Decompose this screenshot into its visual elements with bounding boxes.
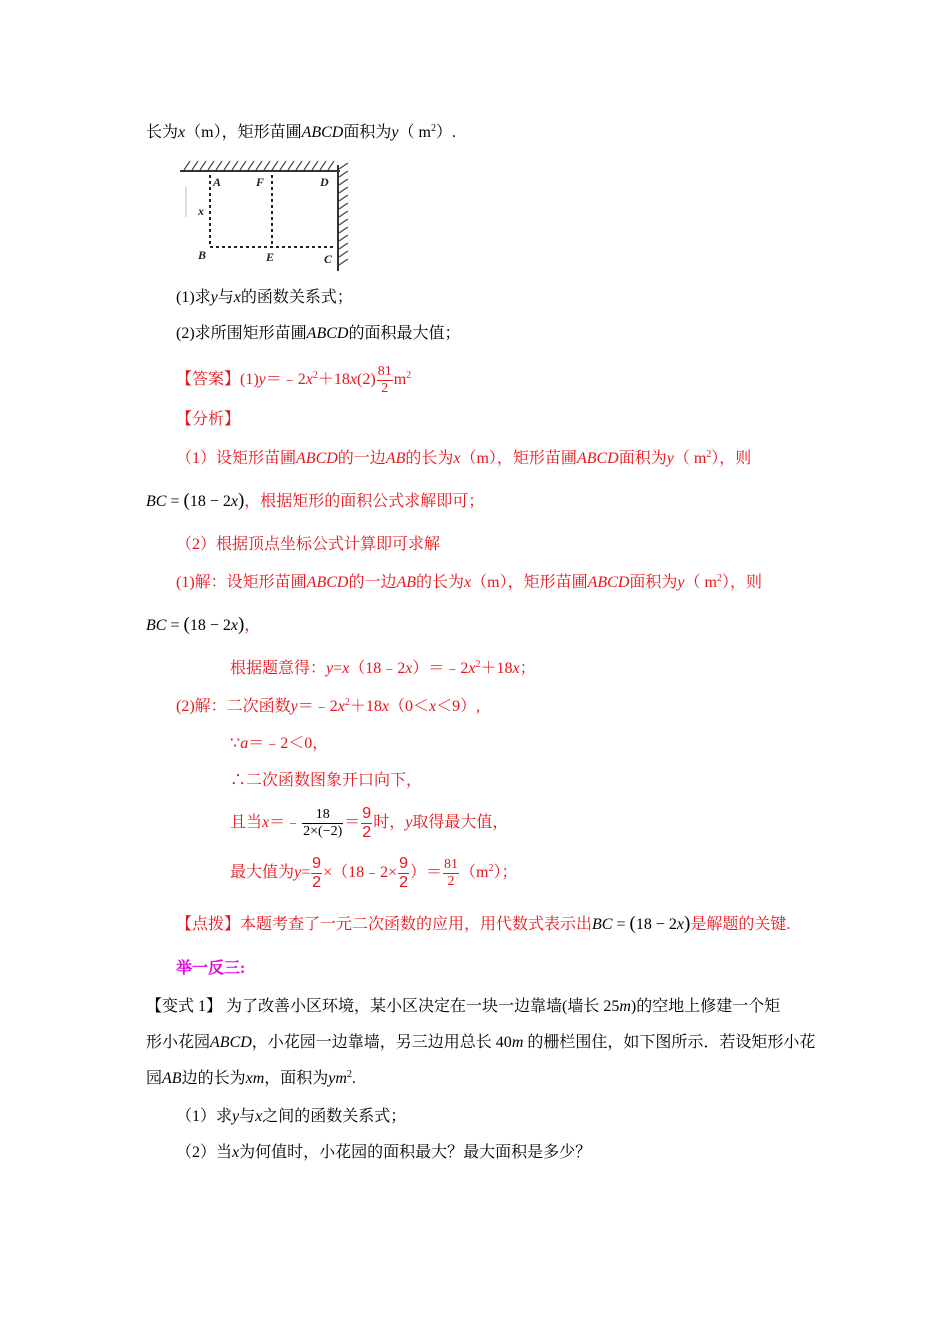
solution-2-a: ∵a＝﹣2＜0， (230, 735, 329, 752)
label-a: A (213, 175, 222, 189)
analysis-2: （2）根据顶点坐标公式计算即可求解 (176, 536, 441, 553)
label-e: E (266, 250, 275, 264)
tip-line: 【点拨】本题考查了一元二次函数的应用，用代数式表示出BC = (18 − 2x)是解题的关键. (176, 913, 791, 934)
solution-1-eq: 根据题意得：$y=x(18﹣2x)=﹣2x^2+18x$； (230, 659, 536, 677)
fraction-9-2-a: $\frac{9}{2}$ (312, 854, 322, 891)
label-c: C (324, 252, 333, 266)
top-wall-hatch (184, 161, 334, 170)
analysis-1: （1）设矩形苗圃ABCD的一边AB的长为x（m），矩形苗圃ABCD面积为y（ $m^2$），则 (176, 449, 752, 467)
variant-1-question-2: （2）当x为何值时，小花园的面积最大？最大面积是多少？ (176, 1144, 592, 1161)
solution-2: (2)解：二次函数$y=﹣2x^2+18x(0<x<9)$, (176, 697, 481, 715)
answer-fraction: $\frac{81}{2}$ (377, 363, 392, 396)
answer-line: 【答案】$(1)y=﹣2x^2+18x(2)$ $\frac{81}{2}$ $m^2$ (176, 363, 412, 396)
solution-2-vertex: 且当x＝﹣ $\frac{18}{2\times(-2)}$ ＝ $\frac{9}{2}$ 时，y取得最大值， (230, 804, 509, 841)
garden-diagram (180, 157, 352, 275)
variant-1-line-3: 园AB边的长为xm，面积为$ym^2$. (146, 1069, 356, 1087)
analysis-tag: 【分析】 (176, 411, 241, 428)
solution-1: (1)解：设矩形苗圃ABCD的一边AB的长为x（m），矩形苗圃ABCD面积为y（ $m^2$），则 (176, 573, 762, 591)
variant-1-question-1: （1）求y与x之间的函数关系式； (176, 1108, 407, 1125)
label-b: B (198, 248, 207, 262)
solution-2-open: ∴二次函数图象开口向下， (230, 772, 423, 789)
problem-text-line: 长为x（m），矩形苗圃ABCD面积为y（ $m^2$）. (146, 123, 456, 141)
question-1: (1)求y与x的函数关系式； (176, 289, 353, 306)
label-f: F (256, 175, 265, 189)
section-heading: 举一反三: (176, 960, 246, 977)
solution-1-cont: BC = (18 − 2x)， (146, 614, 261, 635)
label-x: x (198, 204, 204, 218)
solution-2-max: 最大值为y= $\frac{9}{2}$ ×（18﹣2× $\frac{9}{2}$ ）＝ $\frac{81}{2}$ $(m^2)$； (230, 854, 518, 891)
right-wall-hatch (339, 163, 348, 265)
fraction-9-2: $\frac{9}{2}$ (362, 804, 372, 841)
analysis-1-cont: BC = (18 − 2x)，根据矩形的面积公式求解即可； (146, 490, 485, 511)
fraction-81-2: $\frac{81}{2}$ (444, 856, 459, 889)
fraction-18: $\frac{18}{2\times(-2)}$ (303, 806, 343, 839)
variant-1-line-2: 形小花园ABCD，小花园一边靠墙，另三边用总长 40m 的栅栏围住，如下图所示．若设矩形小花 (146, 1034, 816, 1051)
label-d: D (320, 175, 329, 189)
fraction-9-2-b: $\frac{9}{2}$ (399, 854, 409, 891)
variant-1-line-1: 【变式 1】 为了改善小区环境，某小区决定在一块一边靠墙(墙长 25m)的空地上修建一个矩 (146, 998, 781, 1015)
question-2: (2)求所围矩形苗圃ABCD的面积最大值； (176, 325, 461, 342)
fence-dotted (210, 175, 335, 247)
